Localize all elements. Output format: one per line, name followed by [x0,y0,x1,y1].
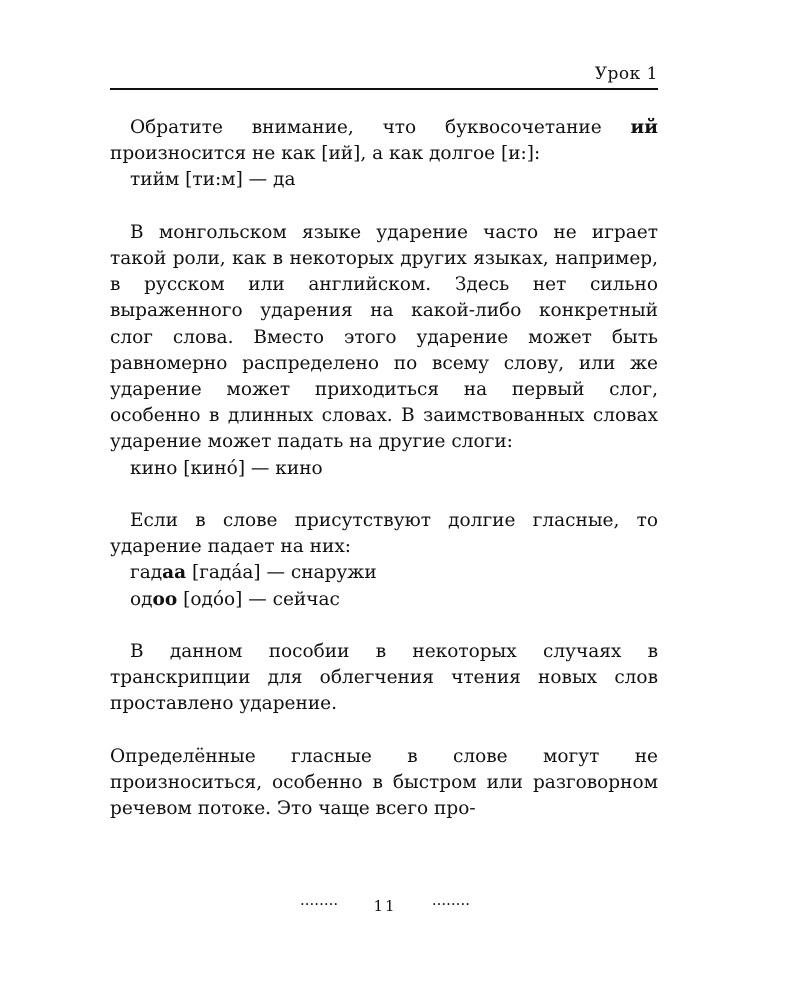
bold-vowels: оо [152,588,178,610]
example-line: одоо [одóо] — сейчас [130,588,340,610]
header-rule [110,88,658,90]
paragraph-2: В монгольском языке ударение часто не играет такой роли, как в некоторых других языках, например, в русском или английском. Здесь нет сильно выраженного ударения на какой-либо конкретный слог слова. Вместо этого ударение может быть равномерно распределено по всему слову, или же ударение может приходиться на первый слог, особенно в длинных словах. В заимствованных словах ударение может падать на другие слоги: [110,221,658,453]
bold-term: ий [630,117,658,138]
paragraph-3: Если в слове присутствуют долгие гласные, то ударение падает на них: [110,510,658,558]
footer-dots-right: ········ [431,895,470,913]
example-line: кино [кинó] — кино [130,457,323,479]
bold-vowels: аа [162,562,187,584]
page-footer [300,897,470,917]
page-number: 11 [373,897,397,915]
footer-dots-left: ········ [300,895,339,913]
running-header: Урок 1 [594,64,658,84]
paragraph-1: Обратите внимание, что буквосочетание ий произносится не как [ий], а как долгое [и:]: [110,117,658,165]
example-line: гадаа [гадáа] — снаружи [130,562,377,584]
paragraph-4: В данном пособии в некоторых случаях в транскрипции для облегчения чтения новых слов проставлено ударение. [110,641,658,715]
example-line: тийм [ти:м] — да [130,169,296,191]
page-body [110,115,658,822]
paragraph-5: Определённые гласные в слове могут не произноситься, особенно в быстром или разговорном речевом потоке. Это чаще всего про- [110,745,658,820]
